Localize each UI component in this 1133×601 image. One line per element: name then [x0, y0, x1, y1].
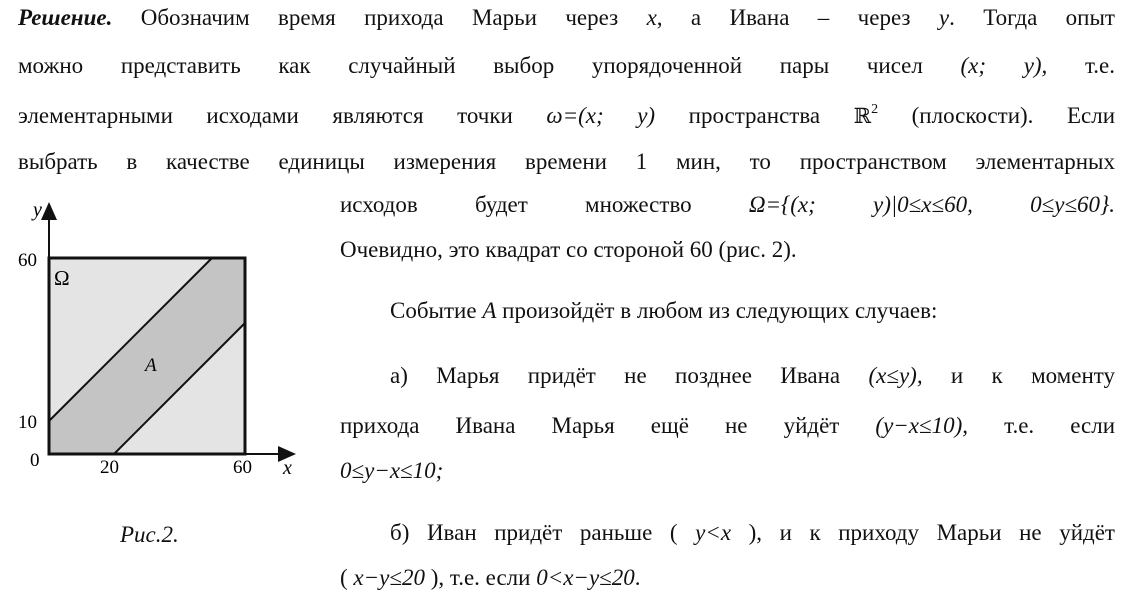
math-cond-a2: (y−x≤10),: [875, 413, 969, 438]
solution-heading: Решение.: [18, 5, 113, 30]
tick-label-y-10: 10: [18, 412, 37, 433]
tick-label-x-60: 60: [233, 457, 252, 478]
text-line-7: Событие A произойдёт в любом из следующих случаев:: [390, 298, 938, 323]
text-line-4: выбрать в качестве единицы измерения времени 1 мин, то пространством элементарных: [18, 149, 1115, 174]
figure-2-diagram: [0, 0, 330, 500]
tick-label-x-20: 20: [100, 457, 119, 478]
figure-caption: Рис.2.: [120, 522, 179, 547]
text-line-9: прихода Ивана Марья ещё не уйдёт (y−x≤10), т.е. если: [340, 413, 1115, 438]
math-sample-space: Ω={(x; y)|0≤x≤60, 0≤y≤60}.: [748, 192, 1116, 217]
math-pair: (x; y),: [960, 53, 1048, 78]
text-line-5: исходов будет множество Ω={(x; y)|0≤x≤60, 0≤y≤60}.: [340, 192, 1116, 217]
math-cond-a: (x≤y),: [868, 363, 923, 388]
text-line-2: можно представить как случайный выбор упорядоченной пары чисел (x; y), т.е.: [18, 53, 1115, 78]
region-label-a: A: [145, 355, 157, 376]
text-line-6: Очевидно, это квадрат со стороной 60 (рис. 2).: [340, 237, 797, 262]
math-omega-point: ω=(x; y): [546, 103, 656, 128]
tick-label-y-60: 60: [18, 250, 37, 271]
text-line-8: а) Марья придёт не позднее Ивана (x≤y), и к моменту: [390, 363, 1116, 388]
tick-label-origin: 0: [30, 450, 40, 471]
axis-label-y: y: [33, 199, 42, 221]
text-line-11: б) Иван придёт раньше ( y<x ), и к приходу Марьи не уйдёт: [390, 520, 1115, 545]
axis-label-x: x: [283, 457, 292, 479]
text-line-1: Решение. Обозначим время прихода Марьи через x, а Ивана – через y. Тогда опыт: [18, 5, 1115, 30]
text-line-3: элементарными исходами являются точки ω=(x; y) пространства ℝ$^2$ (плоскости). Если: [18, 102, 1116, 128]
math-real-numbers: ℝ: [853, 104, 872, 128]
text-line-10: 0≤y−x≤10;: [340, 458, 444, 483]
region-label-omega: Ω: [54, 266, 70, 290]
text-line-12: ( x−y≤20 ), т.е. если 0<x−y≤20.: [340, 565, 641, 590]
